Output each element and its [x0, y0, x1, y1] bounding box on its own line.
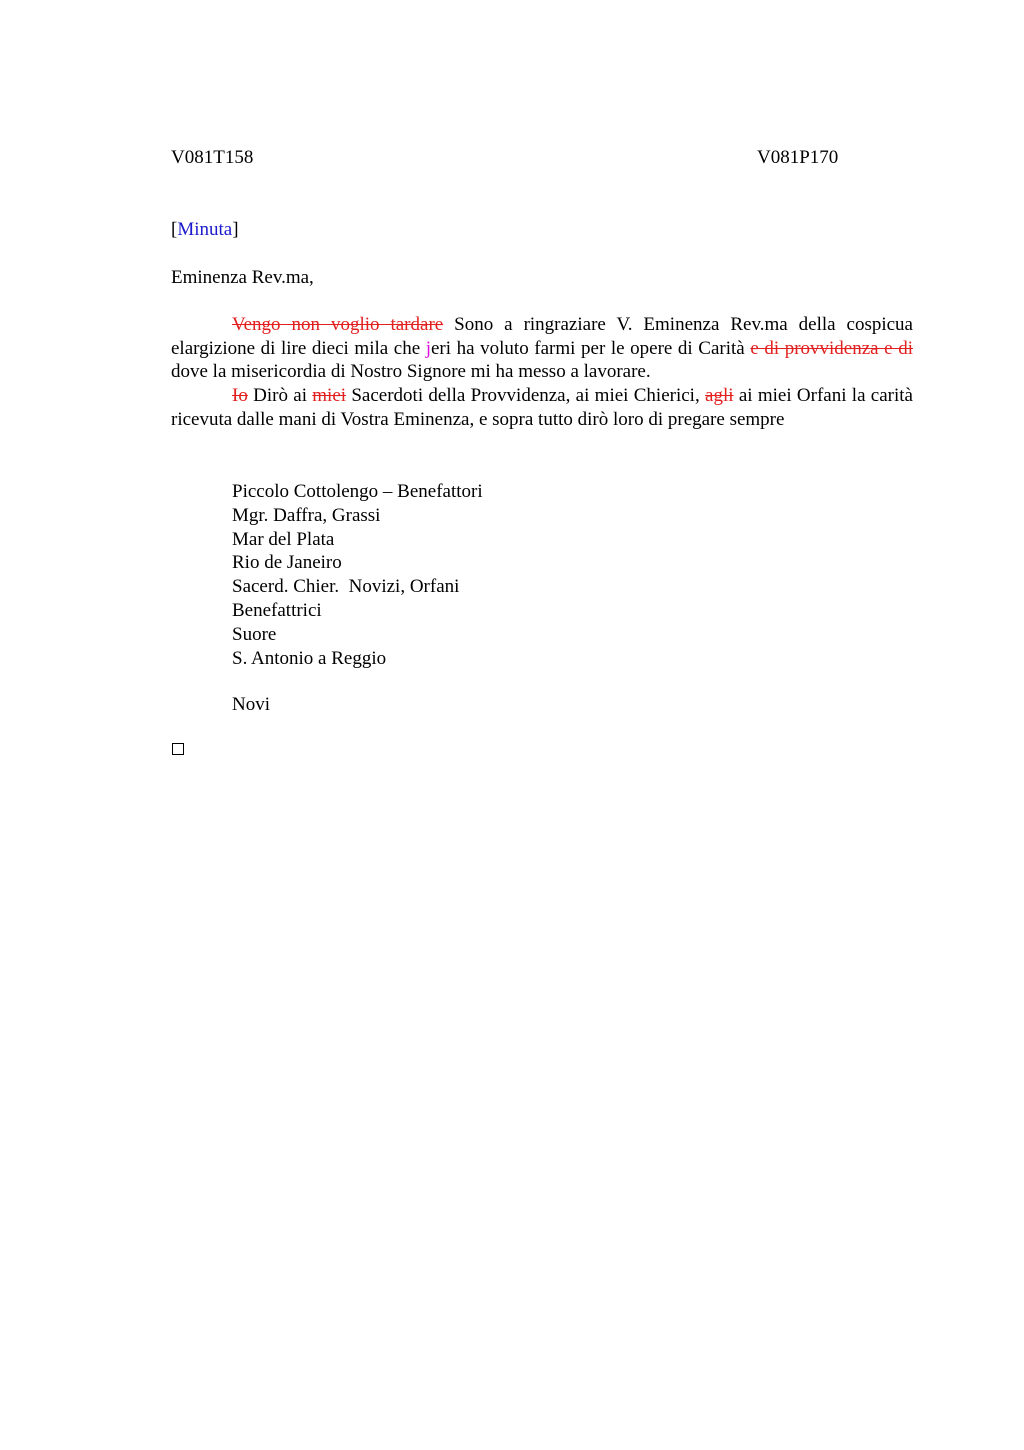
- deleted-text: miei: [312, 385, 347, 407]
- deleted-text: Vengo non voglio tardare: [232, 314, 444, 335]
- body-text: Sacerdoti della Provvidenza, ai miei Chierici,: [346, 385, 706, 407]
- paragraph-1: [171, 313, 913, 384]
- inserted-letter: j: [425, 337, 431, 359]
- body-text: Sono a ringraziare V. Eminenza Rev.ma della cospicua elargizione di lire dieci mila che: [171, 314, 913, 359]
- minuta-word: Minuta: [177, 219, 233, 240]
- bracket-close: ]: [232, 219, 239, 240]
- minuta-label: [171, 218, 239, 242]
- bracket-open: [: [171, 219, 178, 240]
- archive-code-left: V081T158: [171, 147, 254, 168]
- list-item: Mar del Plata: [232, 528, 335, 550]
- archive-code-right: V081P170: [757, 147, 839, 168]
- deleted-text: e di provvidenza e di: [750, 337, 913, 359]
- list-item: Mgr. Daffra, Grassi: [232, 504, 381, 526]
- list-item: Rio de Janeiro: [232, 552, 342, 574]
- list-item: Piccolo Cottolengo – Benefattori: [232, 481, 483, 502]
- body-text: ai miei Orfani la carità ricevuta dalle mani di Vostra Eminenza, e sopra tutto dirò loro di pregare sempre: [171, 385, 913, 430]
- list-item: Suore: [232, 623, 277, 645]
- closing-note: Novi: [232, 694, 270, 715]
- paragraph-2: [171, 384, 913, 431]
- deleted-text: Io: [232, 385, 248, 407]
- body-text: Dirò ai: [247, 385, 313, 407]
- letter-body: [171, 313, 913, 432]
- list-item: Benefattrici: [232, 599, 322, 621]
- list-item: S. Antonio a Reggio: [232, 647, 387, 669]
- salutation: Eminenza Rev.ma,: [171, 267, 314, 288]
- deleted-text: agli: [705, 385, 734, 407]
- recipients-list: [232, 480, 483, 670]
- body-text: eri ha voluto farmi per le opere di Carità: [431, 337, 751, 359]
- checkbox-square-icon: [172, 743, 184, 755]
- body-text: dove la misericordia di Nostro Signore mi ha messo a lavorare.: [171, 361, 651, 383]
- list-item: Sacerd. Chier. Novizi, Orfani: [232, 576, 460, 598]
